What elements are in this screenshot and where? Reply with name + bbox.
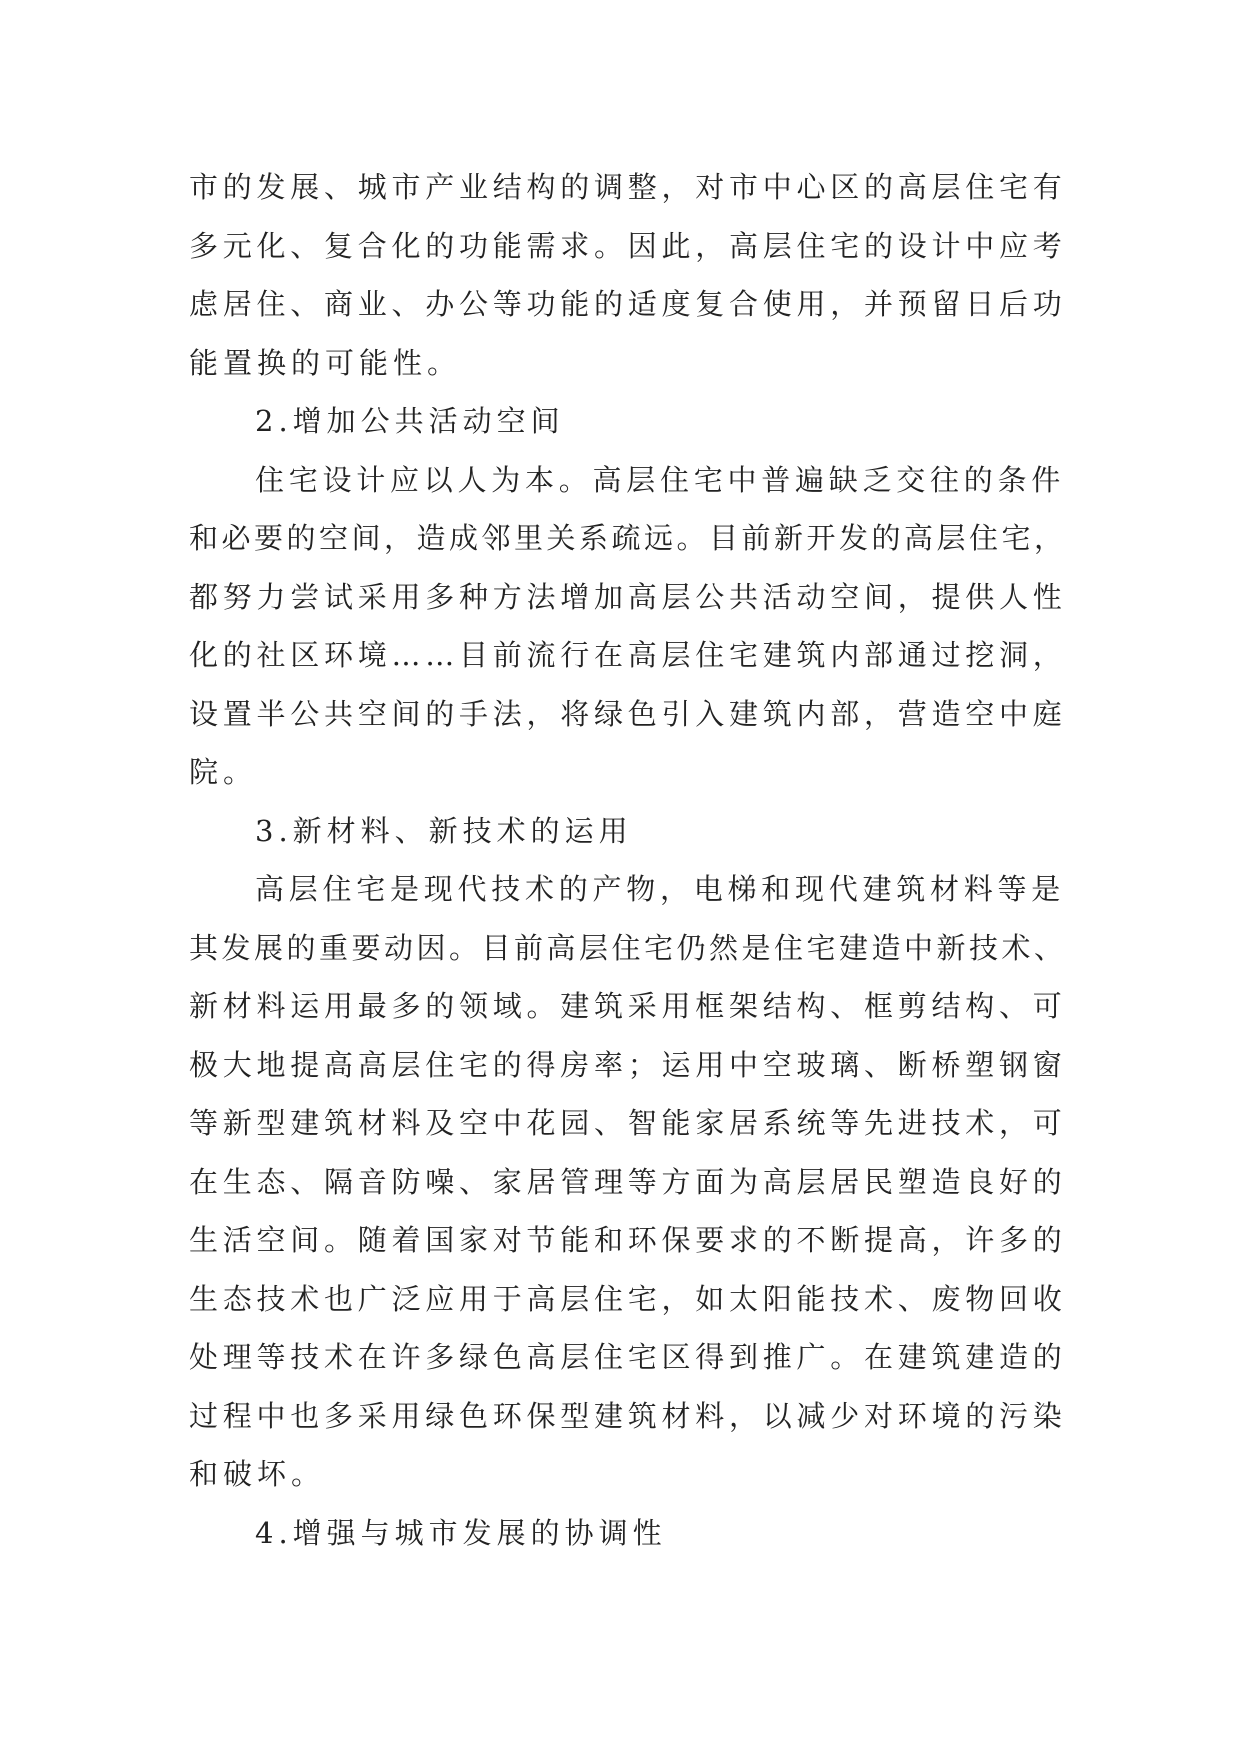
text-line: 化的社区环境……目前流行在高层住宅建筑内部通过挖洞， (189, 638, 1067, 672)
section-heading: 2.增加公共活动空间 (255, 404, 565, 438)
text-line: 等新型建筑材料及空中花园、智能家居系统等先进技术，可 (189, 1106, 1067, 1140)
text-line: 和必要的空间，造成邻里关系疏远。目前新开发的高层住宅， (189, 521, 1067, 555)
text-line: 在生态、隔音防噪、家居管理等方面为高层居民塑造良好的 (189, 1164, 1067, 1199)
text-line: 市的发展、城市产业结构的调整，对市中心区的高层住宅有 (189, 170, 1067, 204)
text-line: 其发展的重要动因。目前高层住宅仍然是住宅建造中新技术、 (189, 930, 1067, 965)
text-line: 住宅设计应以人为本。高层住宅中普遍缺乏交往的条件 (255, 462, 1066, 497)
section-heading: 3.新材料、新技术的运用 (255, 813, 633, 848)
body-text (189, 158, 1069, 1562)
text-line: 都努力尝试采用多种方法增加高层公共活动空间，提供人性 (189, 579, 1067, 614)
text-line: 新材料运用最多的领域。建筑采用框架结构、框剪结构、可 (189, 989, 1067, 1023)
text-line: 多元化、复合化的功能需求。因此，高层住宅的设计中应考 (189, 228, 1067, 263)
text-line: 和破坏。 (189, 1457, 326, 1491)
section-heading: 4.增强与城市发展的协调性 (255, 1515, 667, 1550)
text-line: 能置换的可能性。 (189, 345, 462, 380)
text-line: 院。 (189, 755, 258, 789)
text-line: 处理等技术在许多绿色高层住宅区得到推广。在建筑建造的 (189, 1340, 1067, 1374)
text-line: 生活空间。随着国家对节能和环保要求的不断提高，许多的 (189, 1223, 1067, 1257)
text-line: 高层住宅是现代技术的产物，电梯和现代建筑材料等是 (255, 872, 1066, 906)
text-line: 虑居住、商业、办公等功能的适度复合使用，并预留日后功 (189, 287, 1067, 321)
text-line: 生态技术也广泛应用于高层住宅，如太阳能技术、废物回收 (189, 1281, 1067, 1316)
text-line: 过程中也多采用绿色环保型建筑材料，以减少对环境的污染 (189, 1398, 1067, 1433)
text-line: 极大地提高高层住宅的得房率；运用中空玻璃、断桥塑钢窗 (189, 1047, 1067, 1082)
text-line: 设置半公共空间的手法，将绿色引入建筑内部，营造空中庭 (189, 696, 1067, 731)
